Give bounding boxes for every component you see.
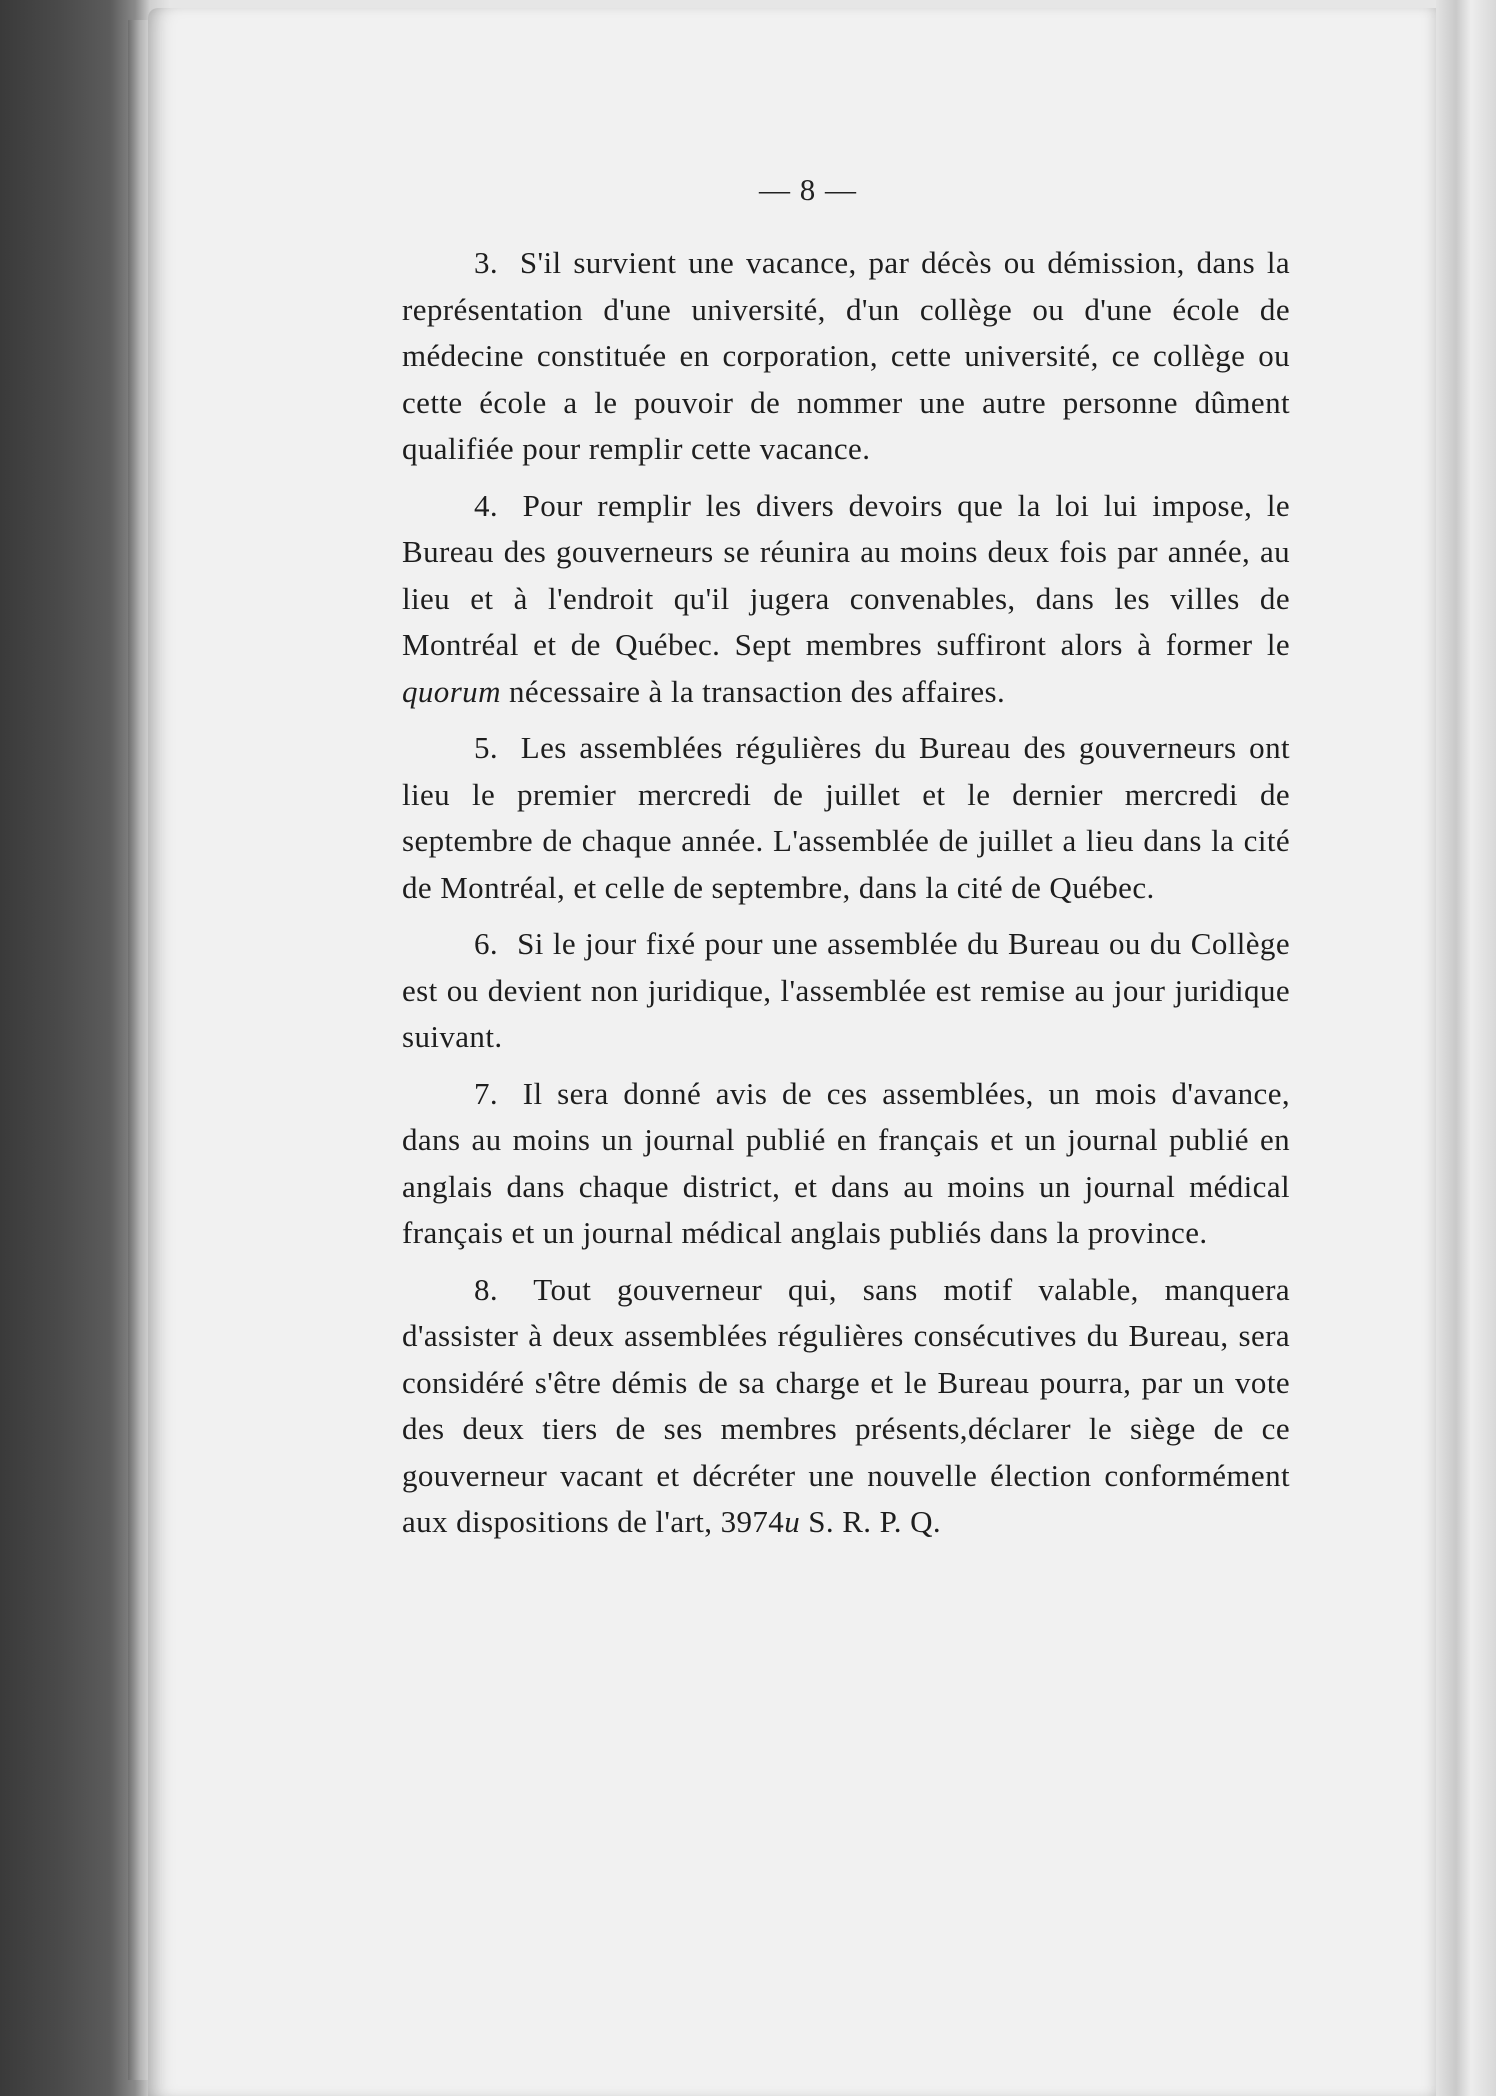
article-number: 6. <box>474 926 499 961</box>
page-edge <box>1436 0 1496 2096</box>
article-5 <box>402 725 1290 911</box>
article-6 <box>402 921 1290 1061</box>
article-text: Il sera donné avis de ces assemblées, un mois d'avance, dans au moins un journal publié en français et un journal publié en anglais dans chaque district, et dans au moins un journal médical français et un journal médical anglais publiés dans la province. <box>402 1075 1290 1250</box>
page-number-text: — 8 — <box>759 172 857 207</box>
article-number: 8. <box>474 1271 499 1307</box>
article-text: S'il survient une vacance, par décès ou démission, dans la représentation d'une université, d'un collège ou d'une école de médecine constituée en corporation, cette université, ce collège ou cette école a le pouvoir de nommer une autre personne dûment qualifiée pour remplir cette vacance. <box>402 245 1290 466</box>
document-body <box>402 240 1290 1556</box>
article-number: 3. <box>474 245 499 280</box>
article-text: Pour remplir les divers devoirs que la loi lui impose, le Bureau des gouverneurs se réunira au moins deux fois par année, au lieu et à l'endroit qu'il jugera convenables, dans les villes de Montréal et de Québec. Sept membres suffiront alors à former le <box>402 487 1290 662</box>
article-text-continued: S. R. P. Q. <box>800 1504 942 1539</box>
article-number: 5. <box>474 730 499 765</box>
article-italic-term: u <box>784 1504 801 1539</box>
article-number: 7. <box>474 1075 499 1111</box>
article-text: Tout gouverneur qui, sans motif valable, manquera d'assister à deux assemblées régulières consécutives du Bureau, sera considéré s'être démis de sa charge et le Bureau pourra, par un vote des deux tiers de ses membres présents,déclarer le siège de ce gouverneur vacant et décréter une nouvelle élection conformément aux dispositions de l'art, 3974 <box>402 1271 1291 1539</box>
article-italic-term: quorum <box>402 673 501 709</box>
article-4 <box>402 483 1290 716</box>
page-number <box>0 172 1496 208</box>
article-text-continued: nécessaire à la transaction des affaires. <box>500 673 1006 709</box>
article-8 <box>402 1267 1290 1546</box>
article-text: Les assemblées régulières du Bureau des gouverneurs ont lieu le premier mercredi de juillet et le dernier mercredi de septembre de chaque année. L'assemblée de juillet a lieu dans la cité de Montréal, et celle de septembre, dans la cité de Québec. <box>402 730 1290 905</box>
article-number: 4. <box>474 487 499 523</box>
article-7 <box>402 1071 1290 1257</box>
article-3 <box>402 240 1290 473</box>
article-text: Si le jour fixé pour une assemblée du Bureau ou du Collège est ou devient non juridique, l'assemblée est remise au jour juridique suivant. <box>402 926 1290 1054</box>
